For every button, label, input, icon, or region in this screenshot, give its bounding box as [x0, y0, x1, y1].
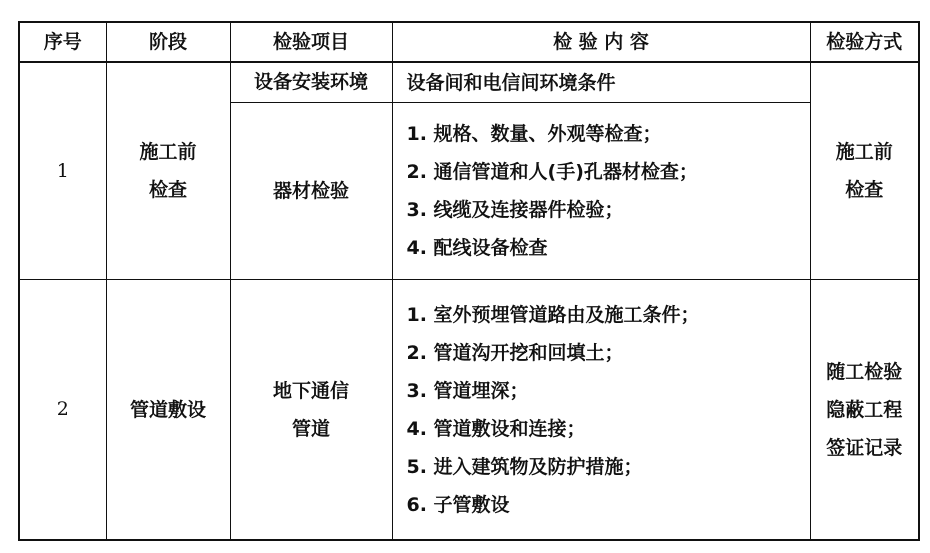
content-line: 4. 管道敷设和连接； [406, 417, 586, 440]
stage-cell [106, 62, 230, 280]
content-line: 设备间和电信间环境条件 [406, 71, 616, 94]
content-line: 3. 线缆及连接器件检验； [406, 199, 624, 222]
content-line: 1. 规格、数量、外观等检查； [406, 123, 662, 146]
header-item: 检验项目 [230, 22, 392, 62]
inspection-table [18, 21, 920, 541]
header-content: 检 验 内 容 [392, 22, 810, 62]
method-line: 施工前 [835, 141, 893, 164]
stage-line: 施工前 [139, 141, 197, 164]
content-line: 6. 子管敷设 [406, 493, 510, 516]
method-cell [810, 280, 919, 540]
table-row [19, 62, 919, 103]
method-line: 随工检验 [826, 360, 903, 383]
stage-line: 检查 [148, 179, 187, 202]
header-row [19, 22, 919, 62]
stage-line: 管道敷设 [129, 398, 206, 421]
item-name-line: 管道 [291, 417, 330, 440]
item-name-cell [230, 280, 392, 540]
item-name-cell [230, 103, 392, 280]
content-line: 3. 管道埋深； [406, 379, 529, 402]
table-row [19, 280, 919, 540]
method-line: 签证记录 [826, 436, 903, 459]
content-line: 2. 管道沟开挖和回填土； [406, 341, 624, 364]
item-name-line: 设备安装环境 [253, 71, 368, 94]
item-name-cell [230, 62, 392, 103]
content-cell [392, 103, 810, 280]
content-line: 5. 进入建筑物及防护措施； [406, 455, 643, 478]
header-method: 检验方式 [810, 22, 919, 62]
item-name-line: 器材检验 [272, 180, 349, 203]
row-number: 2 [19, 280, 106, 540]
content-line: 2. 通信管道和人(手)孔器材检查； [406, 161, 698, 184]
method-line: 检查 [845, 179, 884, 202]
method-line: 隐蔽工程 [826, 398, 903, 421]
content-cell [392, 62, 810, 103]
header-stage: 阶段 [106, 22, 230, 62]
stage-cell [106, 280, 230, 540]
method-cell [810, 62, 919, 280]
row-number: 1 [19, 62, 106, 280]
content-line: 4. 配线设备检查 [406, 237, 548, 260]
content-line: 1. 室外预埋管道路由及施工条件； [406, 303, 700, 326]
item-name-line: 地下通信 [272, 379, 349, 402]
header-no: 序号 [19, 22, 106, 62]
content-cell [392, 280, 810, 540]
